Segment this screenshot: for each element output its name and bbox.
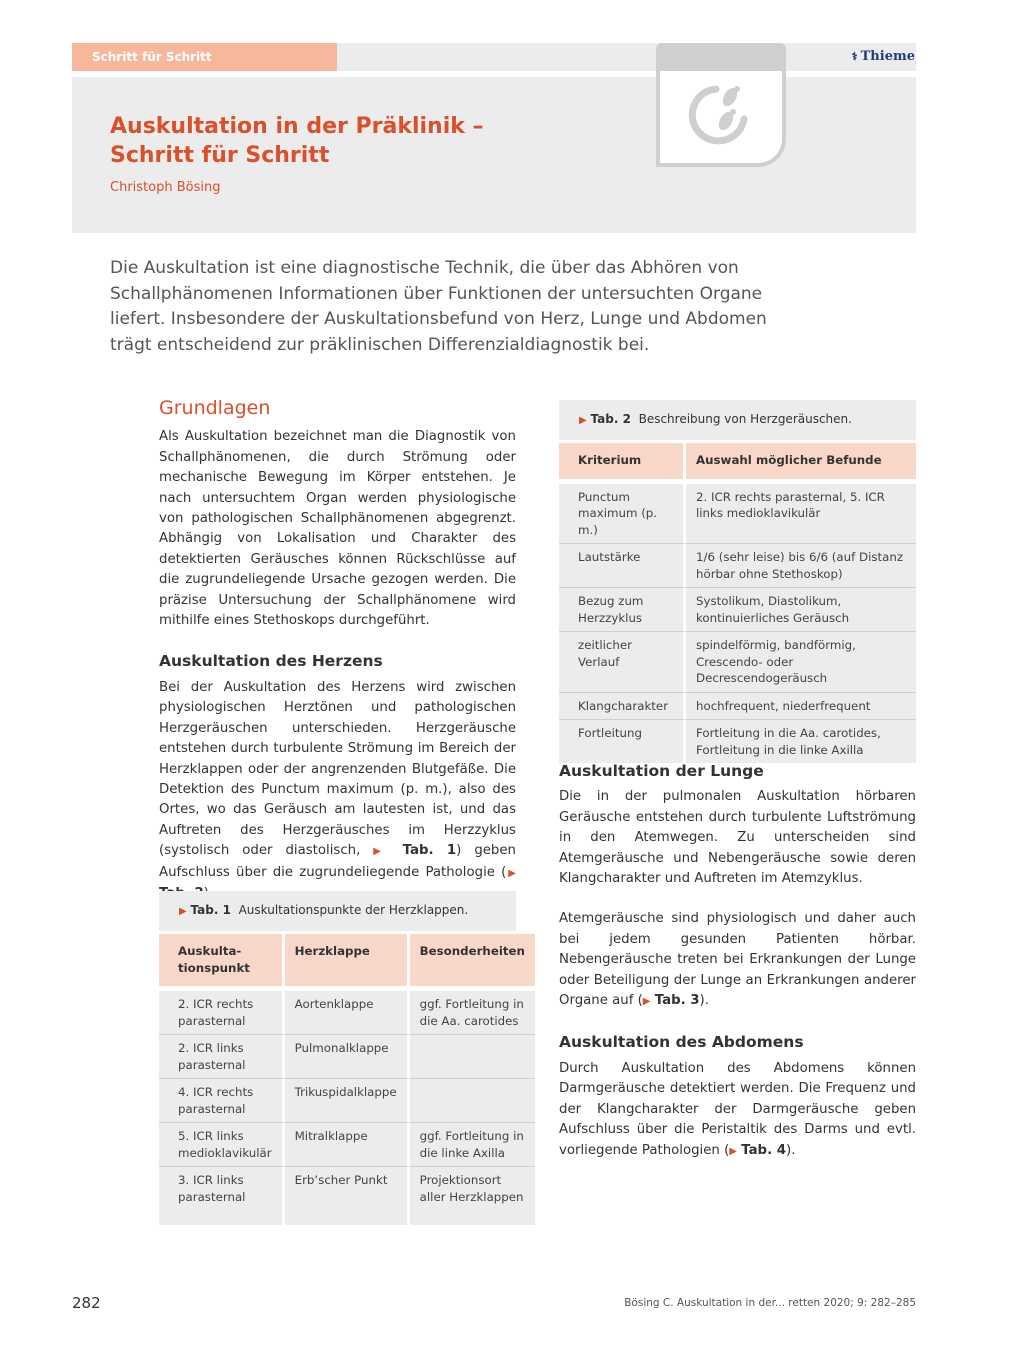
paragraph-abdomen: Durch Auskultation des Abdomens können Darmgeräusche detektiert werden. Die Frequenz und der Klangcharakter der Darmgeräusche geben Aufschluss über die Peristaltik des Darms und evtl. vorliegende Pathologien (▶ Tab. 4). — [559, 1060, 916, 1158]
table-cell: 4. ICR rechts parasternal — [159, 1079, 285, 1123]
table-cell — [410, 1035, 535, 1079]
ref-tab3[interactable]: Tab. 3 — [654, 993, 700, 1009]
table-cell: Trikuspidalklappe — [285, 1079, 410, 1123]
table-cell: Fortleitung — [559, 720, 686, 763]
arrow-icon: ▶ — [579, 415, 587, 426]
table-row — [159, 1035, 535, 1079]
table-row — [559, 632, 916, 693]
table-row — [159, 1079, 535, 1123]
table-1 — [159, 891, 525, 1225]
table-row — [559, 544, 916, 588]
table-cell: spindelförmig, bandförmig, Crescendo- oder Decrescendogeräusch — [686, 632, 916, 693]
abstract: Die Auskultation ist eine diagnostische Technik, die über das Abhören von Schallphänomenen Informationen über Funktionen der untersuchten Organe liefert. Insbesondere der Auskultationsbefund von Herz, Lunge und Abdomen trägt entscheidend zur präklinischen Differenzialdiagnostik bei. — [110, 258, 767, 355]
arrow-icon: ▶ — [729, 1145, 737, 1157]
table-header-cell: Auskulta-tionspunkt — [159, 931, 285, 991]
table-cell: Punctum maximum (p. m.) — [559, 484, 686, 545]
table-row — [159, 1123, 535, 1167]
table-2-grid — [559, 440, 916, 763]
footsteps-icon — [686, 79, 758, 151]
table-cell: zeitlicher Verlauf — [559, 632, 686, 693]
table-1-caption: ▶ Tab. 1 Auskultationspunkte der Herzklappen. — [159, 891, 516, 931]
table-cell: Systolikum, Diastolikum, kontinuierliches Geräusch — [686, 588, 916, 632]
table-cell: hochfrequent, niederfrequent — [686, 693, 916, 721]
table-cell: 5. ICR links medioklavikulär — [159, 1123, 285, 1167]
table-cell: Erb’scher Punkt — [285, 1167, 410, 1225]
table-header-cell: Kriterium — [559, 440, 686, 484]
table-cell: Projektionsort aller Herzklappen — [410, 1167, 535, 1225]
table-cell: Bezug zum Herzzyklus — [559, 588, 686, 632]
table-row — [559, 484, 916, 545]
table-cell: Aortenklappe — [285, 991, 410, 1035]
logo-tab — [656, 43, 786, 71]
ref-tab1[interactable]: Tab. 1 — [402, 843, 457, 859]
table-cell: 2. ICR links parasternal — [159, 1035, 285, 1079]
right-column — [559, 761, 916, 1162]
table-header-cell: Herzklappe — [285, 931, 410, 991]
table-cell — [410, 1079, 535, 1123]
table-cell: Mitralklappe — [285, 1123, 410, 1167]
table-2-caption: ▶ Tab. 2 Beschreibung von Herzgeräuschen. — [559, 400, 916, 440]
left-column — [159, 398, 516, 904]
table-cell: 2. ICR rechts parasternal — [159, 991, 285, 1035]
table-header-cell: Auswahl möglicher Befunde — [686, 440, 916, 484]
table-cell: 2. ICR rechts parasternal, 5. ICR links medioklavikulär — [686, 484, 916, 545]
table-header-row — [159, 931, 535, 991]
page-number: 282 — [72, 1294, 101, 1312]
heading-herz: Auskultation des Herzens — [159, 652, 383, 671]
table-row — [159, 1167, 535, 1225]
table-1-grid — [159, 931, 535, 1225]
footsteps-logo — [656, 71, 786, 167]
table-2 — [559, 400, 916, 763]
table-cell: Klangcharakter — [559, 693, 686, 721]
heading-abdomen: Auskultation des Abdomens — [559, 1033, 804, 1052]
article-title: Auskultation in der Präklinik – Schritt für Schritt — [110, 114, 484, 168]
table-row — [159, 991, 535, 1035]
citation: Bösing C. Auskultation in der... retten 2020; 9: 282–285 — [624, 1297, 916, 1309]
thieme-emblem-icon: ⚕ — [851, 50, 858, 63]
paragraph-lunge-2: Atemgeräusche sind physiologisch und daher auch bei jedem gesunden Patienten hörbar. Nebengeräusche treten bei Erkrankungen der Lunge oder Beteiligung der Lunge an Erkrankungen anderer Organe auf (▶ Tab. 3). — [559, 911, 916, 1009]
paragraph-lunge-1: Die in der pulmonalen Auskultation hörbaren Geräusche entstehen durch turbulente Luftströmung in den Atemwegen. Zu unterscheiden sind Atemgeräusche und Nebengeräusche sowie deren Klangcharakter und Auftreten im Atemzyklus. — [559, 789, 916, 887]
ref-tab4[interactable]: Tab. 4 — [741, 1142, 786, 1158]
publisher-logo: ⚕ Thieme — [851, 49, 915, 64]
paragraph-herz: Bei der Auskultation des Herzens wird zwischen physiologischen Herztönen und pathologischen Herzgeräuschen unterschieden. Herzgeräusche entstehen durch turbulente Strömung im Bereich der Herzklappen oder der angrenzenden Blutgefäße. Die Detektion des Punctum maximum (p. m.), also des Ortes, wo das Geräusch am lautesten ist, und das Auftreten des Herzgeräusches im Herzzyklus (systolisch oder diastolisch, ▶ Tab. 1) geben Aufschluss über die zugrundeliegende Pathologie (▶ — [159, 678, 516, 904]
author: Christoph Bösing — [110, 180, 221, 195]
table-cell: 3. ICR links parasternal — [159, 1167, 285, 1225]
table-cell: Pulmonalklappe — [285, 1035, 410, 1079]
arrow-icon: ▶ — [506, 867, 516, 879]
heading-grundlagen: Grundlagen — [159, 397, 271, 419]
section-tag: Schritt für Schritt — [72, 43, 337, 71]
table-cell: ggf. Fortleitung in die Aa. carotides — [410, 991, 535, 1035]
table-cell: Lautstärke — [559, 544, 686, 588]
paragraph-grundlagen: Als Auskultation bezeichnet man die Diagnostik von Schallphänomenen, die durch Strömung oder mechanische Bewegung im Körper entstehen. Je nach untersuchtem Organ werden physiologische von pathologischen Schallphänomenen abgegrenzt. Abhängig von Lokalisation und Charakter des detektierten Geräusches können Rückschlüsse auf die zugrundeliegende Ursache gezogen werden. Die präzise Untersuchung der Schallphänomene wird mithilfe eines Stethoskops durchgeführt. — [159, 429, 516, 629]
table-cell: 1/6 (sehr leise) bis 6/6 (auf Distanz hörbar ohne Stethoskop) — [686, 544, 916, 588]
heading-lunge: Auskultation der Lunge — [559, 762, 764, 780]
arrow-icon: ▶ — [373, 846, 390, 858]
table-row — [559, 588, 916, 632]
arrow-icon: ▶ — [642, 996, 651, 1008]
table-cell: ggf. Fortleitung in die linke Axilla — [410, 1123, 535, 1167]
table-cell: Fortleitung in die Aa. carotides, Fortleitung in die linke Axilla — [686, 720, 916, 763]
arrow-icon: ▶ — [179, 906, 187, 917]
table-row — [559, 720, 916, 763]
table-row — [559, 693, 916, 721]
table-header-cell: Besonderheiten — [410, 931, 535, 991]
table-header-row — [559, 440, 916, 484]
